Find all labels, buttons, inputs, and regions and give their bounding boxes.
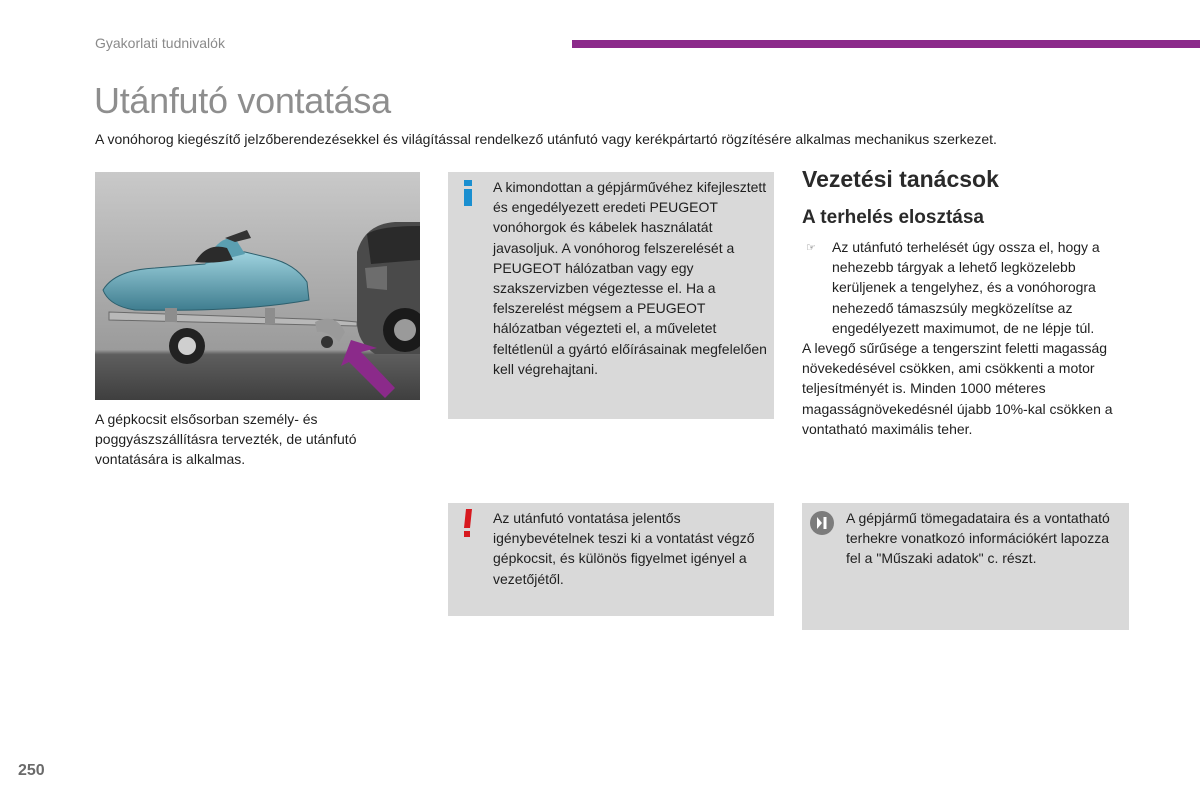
pointing-hand-icon: ☞	[806, 242, 816, 254]
warning-box	[448, 503, 774, 616]
page-number: 250	[18, 762, 45, 779]
air-density-paragraph: A levegő sűrűsége a tengerszint feletti magasság növekedésével csökken, ami csökkenti a motor teljesítményét is. Minden 1000 méteres magasságnövekedésnél újabb 10%-kal csökken a vontatható maximális teher.	[802, 340, 1113, 437]
info-box-text: A kimondottan a gépjárművéhez kifejlesztett és engedélyezett eredeti PEUGEOT vonóhorgok és kábelek használatát javasoljuk. A vonóhorog felszerelését a PEUGEOT hálózatban vagy egy szakszervizben végeztesse el. Ha a felszerelést mégsem a PEUGEOT hálózatban végezteti el, a műveletet feltétlenül a gyártó előírásainak megfelelően kell végrehajtani.	[493, 179, 767, 377]
warning-box-text: Az utánfutó vontatása jelentős igénybevételnek teszi ki a vontatást végző gépkocsit, és különös figyelmet igényel a vezetőjétől.	[493, 510, 755, 587]
illustration-caption: A gépkocsit elsősorban személy- és poggyászszállításra tervezték, de utánfutó vontatására is alkalmas.	[95, 411, 357, 467]
section-color-bar	[572, 40, 1200, 48]
bullet-text: Az utánfutó terhelését úgy ossza el, hogy a nehezebb tárgyak a lehető legközelebb kerüljenek a tengelyhez, és a vonóhorogra nehezedő támaszsúly megközelítse az engedélyezett maximumot, de ne lépje túl.	[832, 239, 1100, 336]
page-title: Utánfutó vontatása	[94, 80, 391, 121]
section-label: Gyakorlati tudnivalók	[95, 35, 225, 51]
reference-box	[802, 503, 1129, 630]
info-box	[448, 172, 774, 419]
load-distribution-bullet	[802, 237, 1132, 338]
info-icon	[461, 180, 475, 206]
trailer-illustration-graphic	[95, 172, 420, 400]
forward-reference-icon	[810, 511, 834, 535]
driving-tips-heading: Vezetési tanácsok	[802, 166, 999, 192]
intro-paragraph: A vonóhorog kiegészítő jelzőberendezésekkel és világítással rendelkező utánfutó vagy kerékpártartó rögzítésére alkalmas mechanikus szerkezet.	[95, 131, 997, 147]
exclamation-icon	[462, 509, 474, 537]
towing-illustration	[95, 172, 420, 400]
reference-box-text: A gépjármű tömegadataira és a vontatható terhekre vonatkozó információkért lapozza fel a "Műszaki adatok" c. részt.	[846, 510, 1110, 567]
load-distribution-heading: A terhelés elosztása	[802, 207, 984, 228]
